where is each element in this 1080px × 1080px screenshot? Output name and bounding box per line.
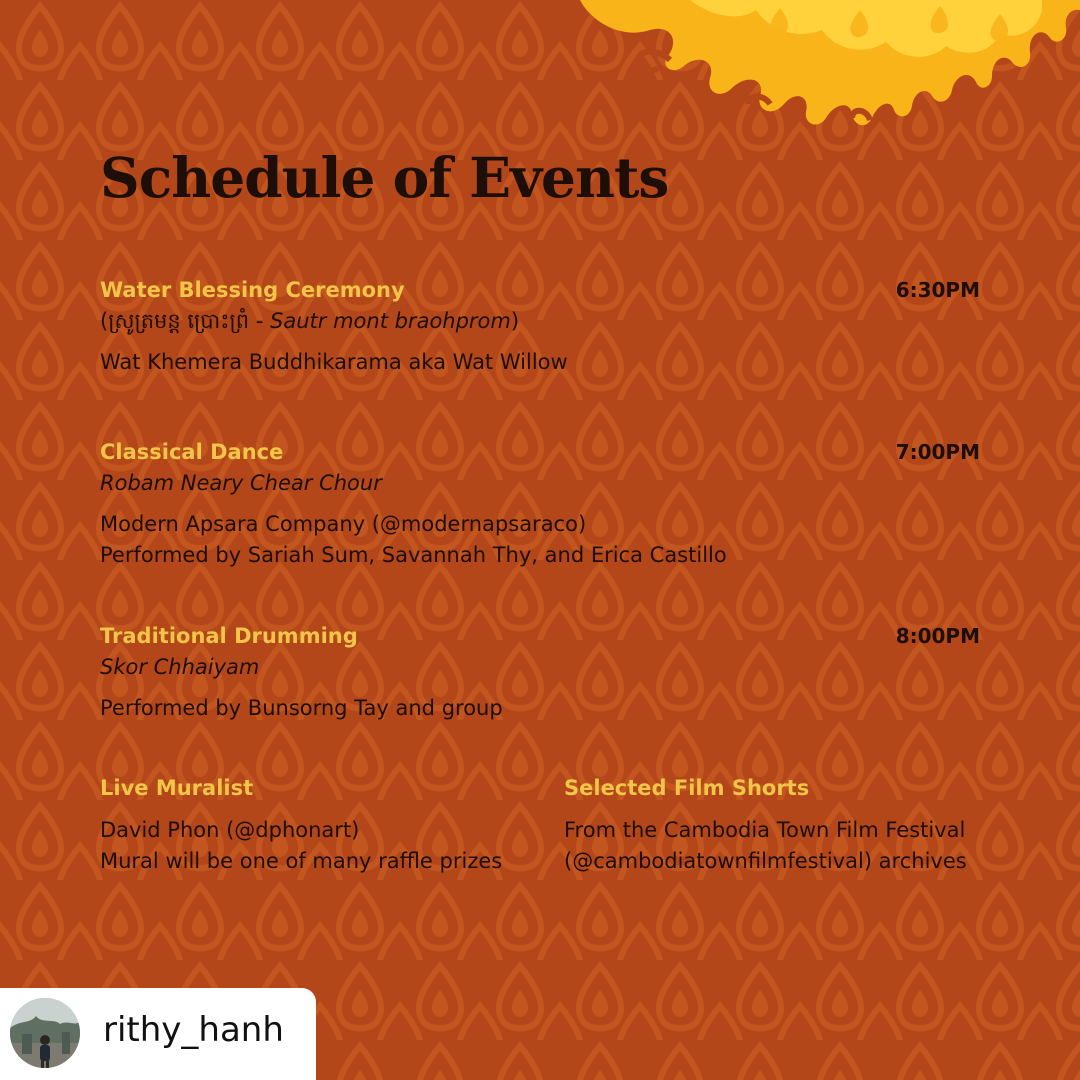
event-description [100, 509, 980, 571]
event-description-line: Wat Khemera Buddhikarama aka Wat Willow [100, 350, 568, 374]
event-time: 8:00PM [895, 624, 980, 648]
event-description-line: Performed by Sariah Sum, Savannah Thy, and Erica Castillo [100, 543, 727, 567]
event-time: 6:30PM [895, 278, 980, 302]
event-name: Classical Dance [100, 440, 284, 464]
event-subtitle-latin: Sautr mont braohprom [270, 309, 511, 333]
event-name: Traditional Drumming [100, 624, 358, 648]
event-subtitle-khmer: (ស្រូត្រមន្ត ប្រោះព្រំ - [100, 309, 271, 333]
extra-description [564, 815, 1004, 877]
extra-description-line: (@cambodiatownfilmfestival) archives [564, 849, 967, 873]
event-subtitle: Skor Chhaiyam [100, 655, 260, 679]
extra-description-line: David Phon (@dphonart) [100, 818, 360, 842]
user-avatar-icon [10, 998, 80, 1068]
username[interactable]: rithy_hanh [103, 1010, 284, 1050]
event-time: 7:00PM [895, 440, 980, 464]
extra-live-muralist [100, 773, 540, 877]
event-subtitle [100, 305, 980, 337]
event-traditional-drumming [100, 621, 980, 724]
extra-name: Live Muralist [100, 776, 254, 800]
event-description [100, 347, 980, 378]
event-subtitle-close: ) [510, 309, 520, 333]
event-description-line: Modern Apsara Company (@modernapsaraco) [100, 512, 587, 536]
event-water-blessing [100, 275, 980, 378]
flame-decoration [560, 0, 1080, 140]
extra-description-line: From the Cambodia Town Film Festival [564, 818, 966, 842]
extra-name: Selected Film Shorts [564, 776, 810, 800]
event-description-line: Performed by Bunsorng Tay and group [100, 696, 503, 720]
extra-description-line: Mural will be one of many raffle prizes [100, 849, 503, 873]
event-classical-dance [100, 437, 980, 571]
extra-description [100, 815, 540, 877]
avatar[interactable] [10, 998, 80, 1068]
page-title: Schedule of Events [100, 145, 669, 210]
repost-badge[interactable] [0, 988, 316, 1080]
extra-film-shorts [564, 773, 1004, 877]
event-description [100, 693, 980, 724]
event-name: Water Blessing Ceremony [100, 278, 405, 302]
event-subtitle: Robam Neary Chear Chour [100, 471, 382, 495]
